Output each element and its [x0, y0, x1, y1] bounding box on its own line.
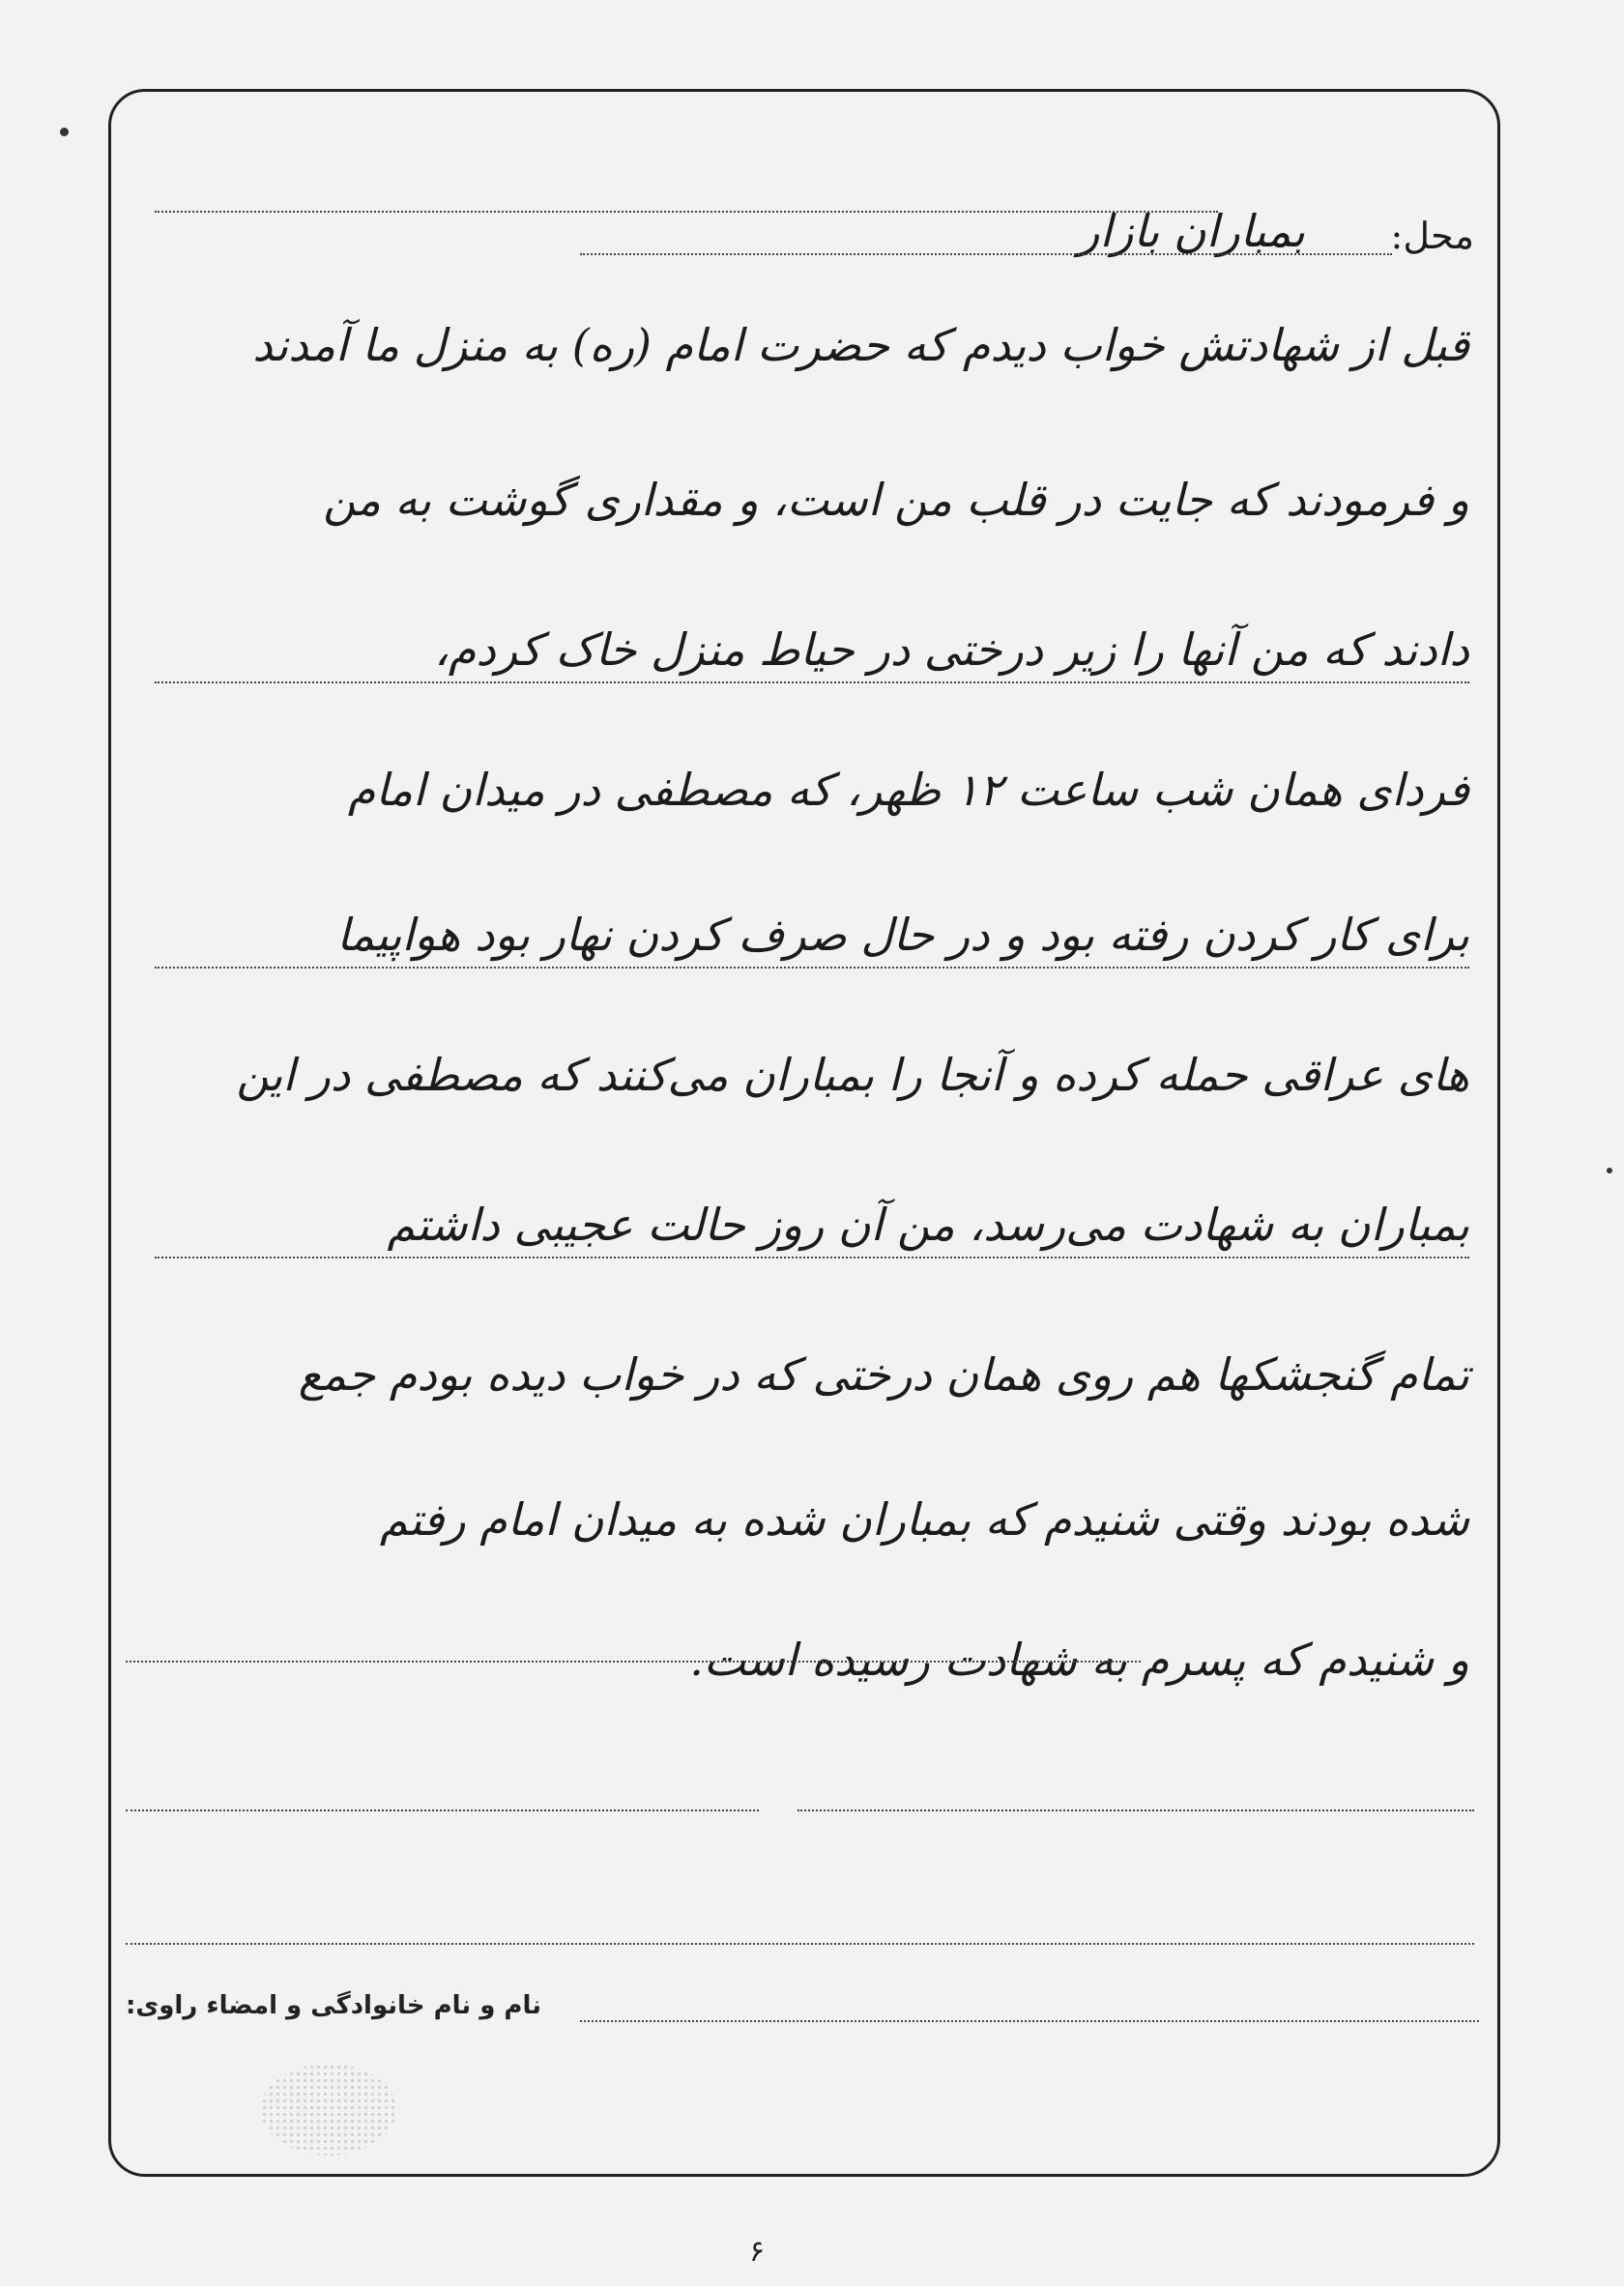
body-line: تمام گنجشکها هم روی همان درختی که در خواب دیده بودم جمع [298, 1348, 1469, 1401]
empty-ruled-line [126, 1943, 1474, 1945]
ruled-line [155, 967, 1469, 969]
page-number: ۶ [749, 2235, 766, 2269]
body-line: برای کار کردن رفته بود و در حال صرف کردن نهار بود هواپیما [336, 909, 1469, 961]
ruled-line [155, 681, 1469, 683]
body-line: های عراقی حمله کرده و آنجا را بمباران می‌کنند که مصطفی در این [236, 1049, 1469, 1101]
page-frame [108, 89, 1500, 2177]
ruled-line [126, 1661, 1141, 1663]
header-dotted-line [155, 211, 1218, 213]
signature-dotted-line [580, 2020, 1479, 2022]
ruled-line [155, 1257, 1469, 1259]
body-line: دادند که من آنها را زیر درختی در حیاط منزل خاک کردم، [434, 623, 1469, 676]
scan-dot [1607, 1168, 1612, 1173]
header-title: بمباران بازار [1078, 205, 1305, 257]
body-line: شده بودند وقتی شنیدم که بمباران شده به میدان امام رفتم [379, 1493, 1469, 1546]
stamp-mark [261, 2064, 396, 2156]
scan-dot [60, 128, 69, 136]
empty-ruled-line [798, 1809, 1474, 1811]
body-line: فردای همان شب ساعت ۱۲ ظهر، که مصطفی در میدان امام [347, 764, 1469, 816]
body-line: قبل از شهادتش خواب دیدم که حضرت امام (ره) به منزل ما آمدند [252, 319, 1469, 371]
empty-ruled-line [126, 1809, 759, 1811]
body-line: بمباران به شهادت می‌رسد، من آن روز حالت عجیبی داشتم [387, 1199, 1469, 1251]
header-label: محل: [1390, 215, 1474, 257]
title-dotted-line [580, 253, 1392, 255]
body-line: و فرمودند که جایت در قلب من است، و مقداری گوشت به من [323, 474, 1469, 526]
narrator-signature-label: نام و نام خانوادگی و امضاء راوی: [126, 1991, 541, 2020]
body-line: و شنیدم که پسرم به شهادت رسیده است. [689, 1634, 1469, 1686]
